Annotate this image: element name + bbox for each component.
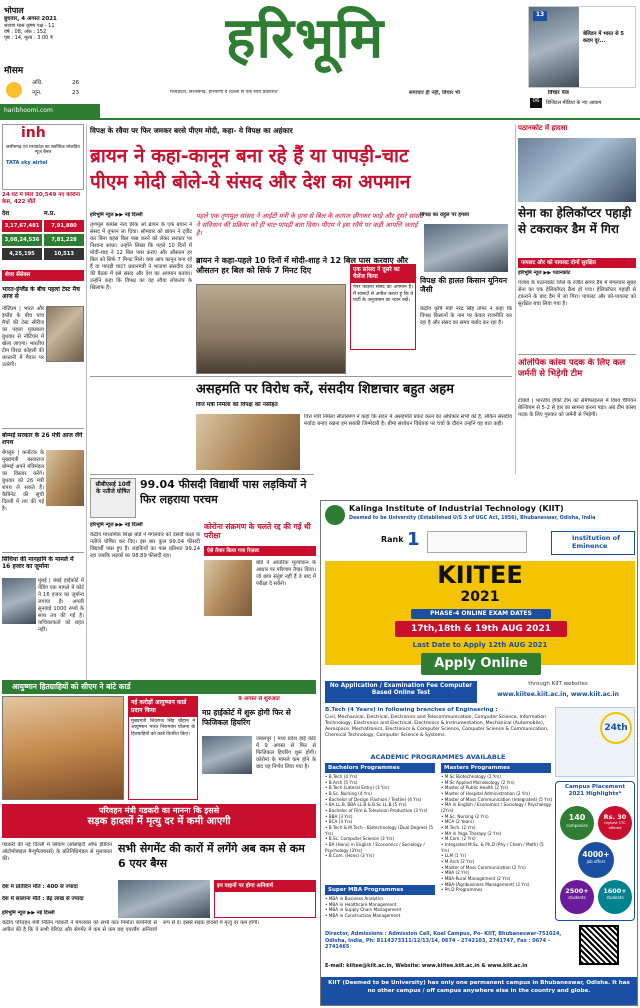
top-headline-1: ब्रायन ने कहा-कानून बना रहे हैं या पापड़ी-चाट — [90, 145, 409, 167]
top-headline-2: पीएम मोदी बोले-ये संसद और देश का अपमान — [90, 171, 411, 193]
divider — [2, 428, 84, 429]
ariia-badge — [427, 531, 527, 553]
newspaper-logo: हरिभूमि — [225, 6, 385, 71]
promo-page-num: 06 — [530, 98, 542, 108]
stat-point: देश में सालाना मौतें : डेढ़ लाख से ज्यादा — [2, 896, 84, 902]
stat-label: highest CTC offered — [604, 821, 626, 830]
tagline: मध्यप्रदेश, छत्तीसगढ़, हरियाणा व दिल्ली से एक साथ प्रकाशित — [170, 90, 278, 95]
stat-bubble — [578, 842, 614, 878]
weather-min-label: न्यून. — [32, 90, 42, 96]
hiring-tag: 9 अगस्त से शुरुआत — [238, 696, 280, 702]
phase-label: PHASE-4 ONLINE EXAM DATES — [411, 609, 551, 619]
last-date: Last Date to Apply 12th AUG 2021 — [412, 641, 548, 649]
side-body: केंद्रीय कृषि मंत्री नरेंद्र सिंह तोमर ने कहा कि विपक्ष किसानों के नाम पर केवल राजनीति कर रहा है और संसद का समय बर्बाद कर रहा है। — [420, 306, 512, 327]
promo-page-num: 13 — [533, 11, 547, 21]
stat-label: students — [568, 895, 586, 901]
weather-min: 23 — [72, 90, 79, 96]
kiit-ad[interactable] — [320, 500, 638, 1006]
programme-item: • Ph.D Programmes — [441, 887, 483, 893]
covid-country-label: देश — [2, 210, 10, 217]
master-head: Masters Programmes — [441, 763, 551, 773]
divider — [518, 354, 636, 355]
programme-item: • M.Com. (2 Yrs) — [441, 836, 476, 842]
weather-max: 26 — [72, 80, 79, 86]
director-contact: Director, Admissions : Admission Cell, Koel Campus, Po- KIIT, Bhubaneswar-751024, Odisha, India, Ph: 8114373311/12/13/14, 0674 - 2742103, 2741747, Fax : 0674 - 2741465 — [325, 931, 562, 950]
programme-item: • MBA (2 Yrs) — [441, 870, 470, 876]
vehicle-box — [214, 880, 316, 918]
logo-block — [150, 4, 460, 84]
right-headline: सेना का हेलिकॉप्टर पहाड़ी से टकराकर डैम में गिरा — [518, 206, 632, 236]
stat-value: Rs. 30 — [603, 813, 627, 821]
programme-item: • M.Sc. Nursing (2 Yrs) — [441, 813, 489, 819]
corona-tag: ऐसे तैयार किया गया रिज़ल्ट — [204, 546, 316, 556]
item-body: नॉटिंघम | भारत और इंग्लैंड के बीच पांच मैचों की टेस्ट सीरीज का पहला मुकाबला बुधवार से नॉटिंघम में खेला जाएगा। भारतीय टीम विराट कोहली की कप्तानी में मैदान पर उतरेगी। — [2, 306, 44, 369]
promo-box-2[interactable] — [528, 90, 636, 112]
masthead-info — [4, 6, 100, 60]
gadkari-kicker-box — [2, 804, 316, 838]
stat-bubble — [560, 806, 594, 840]
quote-body: पेपर फाड़ना संसद का अपमान है। मैं सांसदों से अपील करता हूं कि वे पार्टी के अनुशासन का ध्यान रखें। — [353, 285, 413, 304]
sidebar-item-3 — [2, 556, 84, 676]
ioe-badge: Institution of Eminence — [551, 531, 635, 555]
covid-state-label: म.प्र. — [44, 210, 56, 217]
email-line[interactable]: E-mail: kiitee@kiit.ac.in, Website: www.kiitee.kiit.ac.in & www.kiit.ac.in — [325, 963, 528, 969]
bottom-body-left: गडकरी की नई दिल्ली में सियाम (सोसाइटी ऑफ इंडियन ऑटोमोबाइल मैन्युफैक्चरर्स) के प्रतिनिधिमंडल से मुलाकात की। — [2, 842, 112, 863]
right-sub: पायलट और को पायलट दोनों सुरक्षित — [518, 258, 636, 268]
divider — [90, 474, 314, 475]
programme-item: • MBA in Construction Management — [325, 913, 401, 919]
top-body: तृणमूल कांग्रेस नेता डेरेक ओ ब्रायन के एक बयान ने संसद में तूफान ला दिया। सोमवार को ब्रायन ने ट्वीट कर बिना बहस बिल पास करने को लेकर सरकार पर निशाना साधा। उन्होंने लिखा कि पहले 10 दिनों में मोदी-शाह ने 12 बिल पास कराए और औसतन हर बिल को सिर्फ 7 मिनट मिले। क्या आप कानून बना रहे हैं या पापड़ी चाट? प्रधानमंत्री ने भाजपा संसदीय दल की बैठक में इसे संसद और देश का अपमान बताया। उन्होंने कहा कि विपक्ष का यह रवैया लोकतंत्र के खिलाफ है। — [90, 222, 192, 292]
item-headline: भारत-इंग्लैंड के बीच पहला टेस्ट मैच आज से — [2, 286, 80, 301]
item-body: बेंगलुरु | कर्नाटक के मुख्यमंत्री बसवराज बोम्मई अपने मंत्रिमंडल का विस्तार करेंगे। बुधवार को 26 मंत्री शपथ ले सकते हैं। कैबिनेट की सूची दिल्ली में तय की गई है। — [2, 450, 44, 513]
programme-item: • M.Sc Applied Microbiology (2 Yrs) — [441, 779, 515, 785]
programme-item: • Bachelor of Design (Fashion / Textile) (4 Yrs) — [325, 796, 422, 802]
divider — [2, 552, 84, 553]
programme-item: • BA LL.B, BBA LL.B & B.Sc.LL.B (5 Yrs) — [325, 802, 407, 808]
corona-body: बोर्ड ने आंतरिक मूल्यांकन के आधार पर परिणाम तैयार किया। जो छात्र संतुष्ट नहीं हैं वे बाद में परीक्षा दे सकेंगे। — [256, 560, 316, 588]
meta-line: श्रावण मास कृष्ण पक्ष - 11 — [4, 22, 55, 29]
btech-head: B.Tech (4 Years) in following branches of Engineering : — [325, 707, 498, 713]
meta-line: वर्ष : 08, अंक : 152 — [4, 29, 47, 36]
bottom-body: केंद्रीय परिवहन मंत्री नितिन गडकरी ने मंगलवार को सभी कार निर्माता कंपनियों से अपील की है कि वे सभी वेरिएंट और सेगमेंट में कम से कम छह एयरबैग अनिवार्य रूप से दें। इससे सड़क हादसों में मृत्यु दर कम होगी। — [2, 920, 260, 934]
item-headline: सिंधिया की मानहानि के मामले में 16 हजार का जुर्माना — [2, 556, 74, 571]
court-photo — [202, 736, 252, 774]
sidebar-item-1 — [2, 286, 84, 426]
olympic-body: टोक्यो | भारतीय हॉकी टीम को सेमीफाइनल में विश्व चैंपियन बेल्जियम से 5-2 से हार का सामना करना पड़ा। अब टीम कांस्य पदक के लिए गुरुवार को जर्मनी से भिड़ेगी। — [518, 398, 636, 419]
ad-brand: inh — [21, 125, 46, 141]
kiit-logo-icon — [325, 505, 345, 525]
covid-val: 4,25,195 — [2, 248, 42, 260]
stat-bubble — [598, 806, 632, 840]
cricket-photo — [46, 306, 84, 362]
kiit-footer: KIIT (Deemed to be University) has only one permanent campus in Bhubaneswar, Odisha. It has no other campus / off campus anywhere else in the country and globe. — [321, 977, 637, 1005]
programme-item: • Master of Mass Communication (Integrated) (5 Yrs) — [441, 796, 553, 802]
mba-list — [325, 896, 437, 928]
campus-photo-panel — [555, 707, 635, 777]
vehicle-box-head: इन वाहनों पर होगा अनिवार्य — [215, 881, 315, 892]
right-body: पंजाब के पठानकोट जिले के रंजीत सागर डैम में मंगलवार सुबह सेना का एक हेलिकॉप्टर क्रैश हो गया। हेलिकॉप्टर पहाड़ी से टकराने के बाद डैम में जा गिरा। पायलट और को-पायलट को सुरक्षित बचा लिया गया है। — [518, 280, 636, 308]
right-dateline: हरिभूमि न्यूज ▶▶ पठानकोट — [518, 270, 571, 276]
car-photo — [118, 880, 210, 918]
corona-headline: कोरोना संक्रमण के चलते रद्द की गई थी परीक्षा — [204, 522, 311, 541]
second-headline: असहमति पर विरोध करें, संसदीय शिष्टाचार बहुत अहम — [196, 382, 454, 397]
promo-title: विचार पेज — [548, 90, 569, 96]
stat-label: students — [606, 895, 624, 901]
programme-item: • MCA (2 Years) — [441, 819, 474, 825]
meta-line: पृष्ठ : 14, मूल्य : 3.00 ₹ — [4, 35, 54, 42]
city: भोपाल — [4, 6, 24, 15]
side-label: विपक्ष का राहुल पर हमला — [420, 212, 469, 218]
quote-box — [350, 264, 416, 350]
bottom-headline: सभी सेगमेंट की कारों में लगेंगे अब कम से कम 6 एयर बैग्स — [118, 842, 305, 870]
stat-value: 140 — [568, 813, 586, 822]
bachelor-list — [325, 774, 437, 884]
programme-item: • MBA in Business Analytics — [325, 896, 384, 901]
qr-code-icon[interactable] — [579, 925, 619, 965]
placement-head: Campus Placement 2021 Highlights* — [564, 784, 626, 797]
rank-label: Rank — [381, 535, 404, 544]
hiring-body: जबलपुर | मध्य प्रदेश हाई कोर्ट में 9 अगस्त से फिर से फिजिकल हियरिंग शुरू होगी। कोरोना के मामले कम होने के बाद यह निर्णय लिया गया है। — [256, 736, 316, 771]
bommai-photo — [46, 450, 84, 506]
stat-value: 4000+ — [582, 850, 610, 859]
placement-box — [555, 781, 635, 921]
academic-head: ACADEMIC PROGRAMMES AVAILABLE — [370, 753, 506, 761]
programme-item: • LLM (1 Yr) — [441, 853, 466, 859]
programme-item: • MBA-Rural Management (2 Yrs) — [441, 876, 511, 882]
rank-value: 1 — [407, 529, 420, 550]
programme-item: • Bachelor of Film & Television Production (3 Yrs) — [325, 808, 428, 814]
programme-item: • MBA-(Agribusiness Management) (2 Yrs) — [441, 881, 530, 887]
programme-item: • M.Tech. (2 Yrs) — [441, 825, 476, 831]
exam-headline: 99.04 फीसदी विद्यार्थी पास लड़कियों ने फिर लहराया परचम — [140, 478, 307, 506]
masthead-rule — [0, 118, 640, 120]
ad-subtitle: छत्तीसगढ़ एवं मध्यप्रदेश का सर्वाधिक लोकप्रिय न्यूज़ चैनल — [6, 144, 80, 155]
date: बुधवार, 4 अगस्त 2021 — [4, 16, 57, 22]
programme-item: • BBA (3 Yrs) — [325, 813, 353, 819]
stat-label: job offers — [586, 859, 606, 865]
covid-box — [2, 192, 84, 266]
programme-item: • BCA (3 Yrs) — [325, 819, 353, 825]
exam-tag: सीबीएसई 10वीं के नतीजे घोषित — [90, 478, 136, 518]
through-label: through KIIT websites — [528, 681, 588, 687]
weather-title: मौसम — [4, 66, 24, 76]
inh-ad[interactable] — [2, 124, 84, 190]
covid-val: 3,08,24,536 — [2, 234, 42, 246]
top-subhead: पहले एक तृणमूल सांसद ने आईटी मंत्री के हाथ से बिल के कागज छीनकर फाड़े और दूसरे सांसद ने संविधान की प्रक्रिया को ही चाट-पापड़ी बता दिया। पीएम ने इस रवैये पर कड़ी आपत्ति जताई है। — [196, 212, 423, 238]
top-dateline: हरिभूमि न्यूज ▶▶ नई दिल्ली — [90, 212, 143, 218]
ayushman-box — [128, 696, 198, 800]
promo-text: डिजिटल मीडिया के नए आयाम — [546, 100, 602, 106]
apply-online-button[interactable]: Apply Online — [421, 653, 541, 675]
programme-item: • B.Sc. Nursing (4 Yrs) — [325, 791, 372, 797]
stat-label: companies — [566, 823, 588, 828]
nirmala-photo — [196, 414, 300, 470]
programme-item: • Master of Public Health (2 Yrs) — [441, 785, 509, 791]
box-body: मुख्यमंत्री शिवराज सिंह चौहान ने आयुष्मान भारत निरामयम योजना के हितग्राहियों को कार्ड वितरित किए। — [131, 718, 195, 737]
master-list — [441, 774, 553, 914]
bottom-dateline: हरिभूमि न्यूज ▶▶ नई दिल्ली — [2, 910, 55, 916]
stat-bubble — [598, 880, 632, 914]
exam-year: 2021 — [460, 589, 500, 605]
side-headline: विपक्ष की हालत किसान यूनियन जैसी — [420, 276, 508, 294]
programme-item: • MA in Yoga Therapy (2 Yrs) — [441, 830, 502, 836]
programme-item: • MBA in Supply Chain Management — [325, 907, 402, 913]
bachelor-head: Bachelors Programmes — [325, 763, 435, 773]
promo-text: बेलिडन में भारत से 5 कदम दूर... — [583, 31, 624, 44]
exam-body: केंद्रीय माध्यमिक शिक्षा बोर्ड ने मंगलवार को दसवीं कक्षा के नतीजे घोषित कर दिए। इस बार कुल 99.04 फीसदी विद्यार्थी पास हुए हैं। लड़कियों का पास प्रतिशत 99.24 रहा जबकि लड़कों का 98.89 फीसदी रहा। — [90, 532, 200, 560]
column-rule — [515, 124, 516, 474]
stat-point: देश में प्रतिदिन मौतें : 400 से ज्यादा — [2, 884, 78, 890]
item-photo — [2, 578, 36, 624]
no-fee-banner: No Application / Examination Fee Computer Based Online Test — [325, 681, 477, 703]
weather-max-label: अधि. — [32, 80, 43, 86]
kiit-title: Kalinga Institute of Industrial Technology (KIIT) — [349, 504, 564, 513]
kiit-subtitle: Deemed to be University (Established U/S 3 of UGC Act, 1956), Bhubaneswar, Odisha, India — [349, 516, 596, 521]
top-kicker: विपक्ष के रवैया पर फिर जमकर बरसे पीएम मोदी, कहा- ये विपक्ष का अहंकार — [90, 126, 293, 135]
sun-icon — [6, 82, 22, 98]
olympic-headline: ओलंपिक कांस्य पदक के लिए कल जर्मनी से भिड़ेगी टीम — [518, 358, 626, 379]
programme-item: • Integrated M.Sc. & Ph.D (Phy / Chem / Math) (5 Yrs) — [441, 842, 544, 853]
programme-item: • M.Arch (2 Yrs) — [441, 859, 475, 865]
students-photo — [204, 560, 252, 616]
exam-name: KIITEE — [437, 561, 523, 589]
programme-item: • B.Tech & M.Tech - Biotechnology (Dual Degree) (5 Yrs) — [325, 825, 434, 836]
stat-bubble — [560, 880, 594, 914]
programme-item: • B.Sc. Computer Science (3 Yrs) — [325, 836, 395, 842]
programme-item: • MA in English / Economics / Sociology / Psychology (2Yrs) — [441, 802, 552, 814]
promo-box-1[interactable] — [528, 6, 636, 88]
exam-dateline: हरिभूमि न्यूज ▶▶ नई दिल्ली — [90, 522, 143, 528]
slogan: समाचार ही नहीं, विचार भी — [409, 90, 460, 96]
exam-dates: 17th,18th & 19th AUG 2021 — [395, 621, 567, 637]
programme-item: • MBA in Healthcare Management — [325, 901, 397, 907]
cm-photo — [2, 696, 124, 800]
programme-item: • Master of Mass Communication (2 Yrs) — [441, 864, 526, 870]
btech-body: Civil, Mechanical, Electrical, Electronics and Telecommunication, Computer Science, Information Technology, Electronics and Electrical, Electronics & Instrumentation, Mechanical (Automobile), Aerospace, Mechatronics, Electronics & Computer Science, Computer Science & Communication, Chemical Technology, Computer Science & Systems. — [325, 715, 549, 738]
covid-val: 7,91,880 — [44, 220, 84, 232]
inner-headline: ब्रायन ने कहा-पहले 10 दिनों में मोदी-शाह ने 12 बिल पास करवाए और औसतन हर बिल को सिर्फ 7 मिनट दिए — [196, 256, 409, 276]
sidebar-item-2 — [2, 432, 84, 552]
pm-photo — [196, 284, 346, 374]
kicker-line-1: परिवहन मंत्री गडकरी का मानना कि इससे — [98, 806, 220, 815]
programme-item: • BA (Hons) in English / Economics / Sociology / Psychology (3Yrs) — [325, 842, 425, 853]
programme-item: • M.Sc Biotechnology (2 Yrs) — [441, 774, 501, 779]
programme-item: • B.Arch (5 Yrs) — [325, 779, 358, 785]
sensex-strip: शेयर सेंसेक्स — [2, 270, 84, 281]
ayushman-banner: आयुष्मान हितग्राहियों को सीएम ने बांटे कार्ड — [2, 680, 316, 694]
stat-value: 1600+ — [603, 887, 627, 895]
item-headline: बोम्मई सरकार के 26 मंत्री आज लेंगे शपथ — [2, 432, 83, 447]
programme-item: • B.Com. (Hons) (3 Yrs) — [325, 853, 375, 859]
hiring-headline: मप्र हाईकोर्ट में शुरू होगी फिर से फिजिकल हियरिंग — [202, 708, 291, 727]
anniversary-badge: 24th — [600, 712, 632, 744]
kicker-line-2: सड़क हादसों में मृत्यु दर में कमी आएगी — [87, 816, 231, 827]
rahul-photo — [424, 224, 508, 272]
second-body: वित्त मंत्री निर्मला सीतारमण ने कहा कि सदन में असहमति प्रकट करने का अधिकार सभी को है, लेकिन संसदीय मर्यादा बनाए रखना हम सबकी जिम्मेदारी है। बीमा संशोधन विधेयक पर चर्चा के दौरान उन्होंने यह बात कही। — [304, 414, 512, 428]
covid-headline: 24 घंटे में मिले 30,549 नए कोरोना केस, 422 मौतें — [2, 192, 81, 205]
quote-head: एक सांसद ने दूसरे का चैलेंज किया — [351, 265, 415, 283]
box-head: नई करोड़ों आयुष्मान कार्ड प्रदान किया — [129, 697, 197, 717]
second-tag: वित्त मंत्री निर्मला को विपक्ष को नसीहत — [196, 402, 278, 408]
website-strip[interactable]: haribhoomi.com — [0, 104, 100, 118]
covid-val: 3,17,67,481 — [2, 220, 42, 232]
mba-head: Super MBA Programmes — [325, 885, 435, 895]
covid-val: 10,513 — [44, 248, 84, 260]
ad-channels: TATA sky airtel — [6, 159, 48, 166]
programme-item: • B.Tech (4 Yrs) — [325, 774, 358, 779]
programme-item: • B.Tech (Lateral Entry) (3 Yrs) — [325, 785, 390, 791]
programme-item: • Master of Hospital Administration (2 Yrs) — [441, 791, 530, 797]
divider — [90, 376, 512, 377]
kiit-websites[interactable]: www.kiitee.kiit.ac.in, www.kiit.ac.in — [497, 691, 619, 698]
stat-value: 2500+ — [565, 887, 589, 895]
covid-val: 7,81,228 — [44, 234, 84, 246]
helicopter-photo — [518, 138, 636, 202]
column-rule — [86, 124, 87, 684]
item-body: मुंबई | बंबई हाईकोर्ट में पेंडिंग एक मामले में कोर्ट ने 16 हजार का जुर्माना लगाया है। अगली सुनवाई 1000 रुपये के साथ तय की गई है। याचिकाकर्ता को राहत नहीं। — [38, 578, 84, 634]
right-label: पठानकोट में हादसा — [518, 124, 568, 132]
